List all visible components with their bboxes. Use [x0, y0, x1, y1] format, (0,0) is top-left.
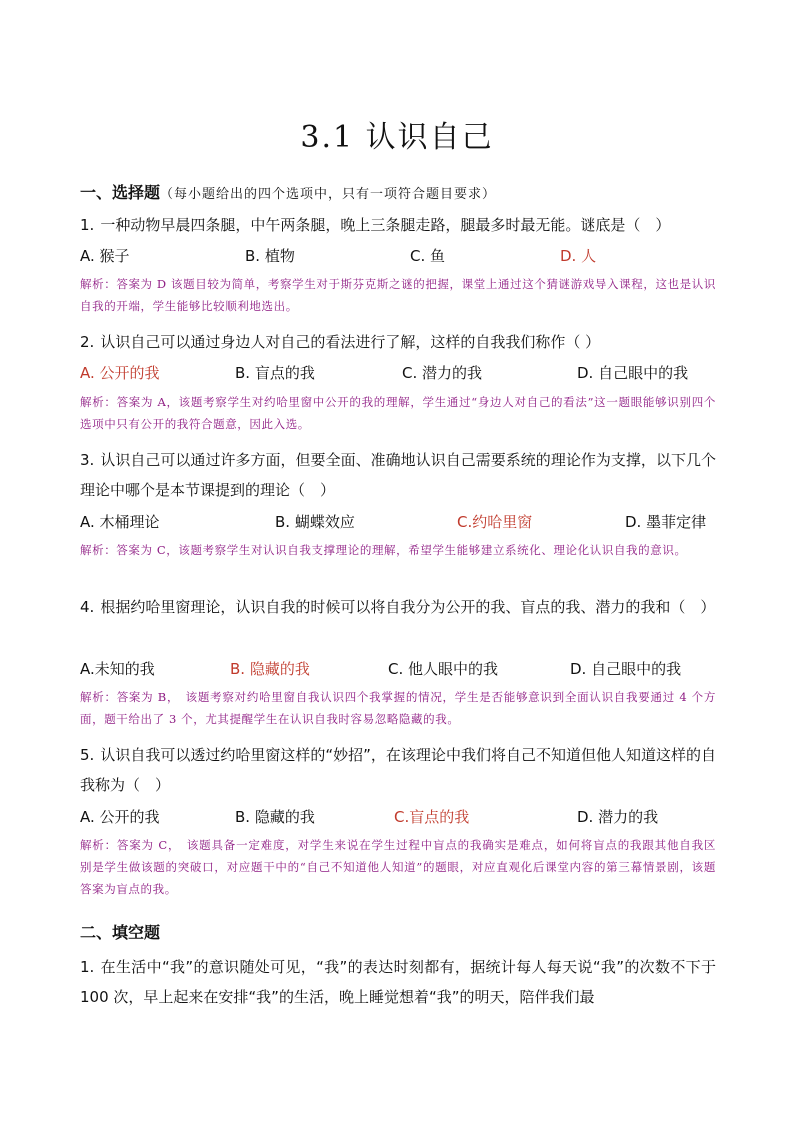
question-5: [80, 740, 716, 800]
question-5-options: [80, 806, 716, 830]
option-a: A. 木桶理论: [80, 513, 160, 531]
option-d: D. 自己眼中的我: [570, 660, 682, 678]
option-a: A. 猴子: [80, 247, 130, 265]
option-a: A. 公开的我: [80, 364, 160, 382]
explanation-3: 解析：答案为 C，该题考察学生对认识自我支撑理论的理解，希望学生能够建立系统化、理论化认识自我的意识。: [80, 543, 687, 557]
section-fill-blank-heading: [80, 920, 160, 943]
question-text: 一种动物早晨四条腿，中午两条腿，晚上三条腿走路，腿最多时最无能。谜底是（ ）: [100, 216, 671, 234]
question-1: [80, 210, 716, 240]
option-c: C. 他人眼中的我: [388, 660, 499, 678]
option-c: C.约哈里窗: [457, 513, 533, 531]
explanation-1: 解析：答案为 D 该题目较为简单，考察学生对于斯芬克斯之谜的把握，课堂上通过这个猜谜游戏导入课程，这也是认识自我的开端，学生能够比较顺利地选出。: [80, 277, 716, 313]
question-2-options: [80, 362, 716, 386]
explanation-4: 解析：答案为 B， 该题考察对约哈里窗自我认识四个我掌握的情况，学生是否能够意识到全面认识自我要通过 4 个方面，题干给出了 3 个，尤其提醒学生在认识自我时容易忽略隐藏的我。: [80, 690, 716, 726]
option-b: B. 植物: [245, 247, 295, 265]
explanation-5: 解析：答案为 C， 该题具备一定难度，对学生来说在学生过程中盲点的我确实是难点，如何将盲点的我跟其他自我区别是学生做该题的突破口，对应题干中的“自己不知道他人知道”的题眼，对应直观化后课堂内容的第三幕情景剧，该题答案为盲点的我。: [80, 838, 716, 896]
question-text: 认识自己可以通过许多方面，但要全面、准确地认识自己需要系统的理论作为支撑，以下几个理论中哪个是本节课提到的理论（ ）: [80, 451, 716, 499]
option-d: D. 墨菲定律: [625, 513, 707, 531]
question-text: 在生活中“我”的意识随处可见，“我”的表达时刻都有，据统计每人每天说“我”的次数不下于 100 次，早上起来在安排“我”的生活，晚上睡觉想着“我”的明天，陪伴我们最: [80, 958, 716, 1006]
section-heading-text: 二、填空题: [80, 923, 161, 942]
option-d: D. 潜力的我: [577, 808, 659, 826]
question-4-options: [80, 658, 716, 682]
page-title: 3.1 认识自己: [300, 120, 494, 155]
option-b: B. 盲点的我: [235, 364, 315, 382]
option-a: A. 公开的我: [80, 808, 160, 826]
question-number: 4.: [80, 598, 95, 616]
section-multiple-choice-heading: [80, 180, 496, 203]
question-4: [80, 592, 716, 622]
option-c: C. 鱼: [410, 247, 446, 265]
option-d: D. 自己眼中的我: [577, 364, 689, 382]
question-text: 认识自我可以透过约哈里窗这样的“妙招”，在该理论中我们将自己不知道但他人知道这样的自我称为（ ）: [80, 746, 716, 794]
question-number: 1.: [80, 958, 95, 976]
explanation-2: 解析：答案为 A，该题考察学生对约哈里窗中公开的我的理解，学生通过“身边人对自己的看法”这一题眼能够识别四个选项中只有公开的我符合题意，因此入选。: [80, 395, 716, 431]
section-heading-text: 一、选择题: [80, 183, 161, 202]
option-b: B. 隐藏的我: [230, 660, 310, 678]
question-number: 1.: [80, 216, 95, 234]
option-c: C. 潜力的我: [402, 364, 483, 382]
fill-blank-question-1: [80, 952, 716, 1012]
option-b: B. 隐藏的我: [235, 808, 315, 826]
question-number: 5.: [80, 746, 95, 764]
question-text: 认识自己可以通过身边人对自己的看法进行了解，这样的自我我们称作（ ）: [100, 333, 601, 351]
option-a: A.未知的我: [80, 660, 155, 678]
option-c: C.盲点的我: [394, 808, 470, 826]
question-number: 3.: [80, 451, 95, 469]
option-d: D. 人: [560, 247, 597, 265]
question-number: 2.: [80, 333, 95, 351]
option-b: B. 蝴蝶效应: [275, 513, 355, 531]
question-3: [80, 445, 716, 505]
section-note: （每小题给出的四个选项中，只有一项符合题目要求）: [160, 187, 497, 202]
question-3-options: [80, 511, 716, 535]
question-text: 根据约哈里窗理论，认识自我的时候可以将自我分为公开的我、盲点的我、潜力的我和（ ）: [100, 598, 716, 616]
question-1-options: [80, 245, 716, 269]
question-2: [80, 327, 716, 357]
